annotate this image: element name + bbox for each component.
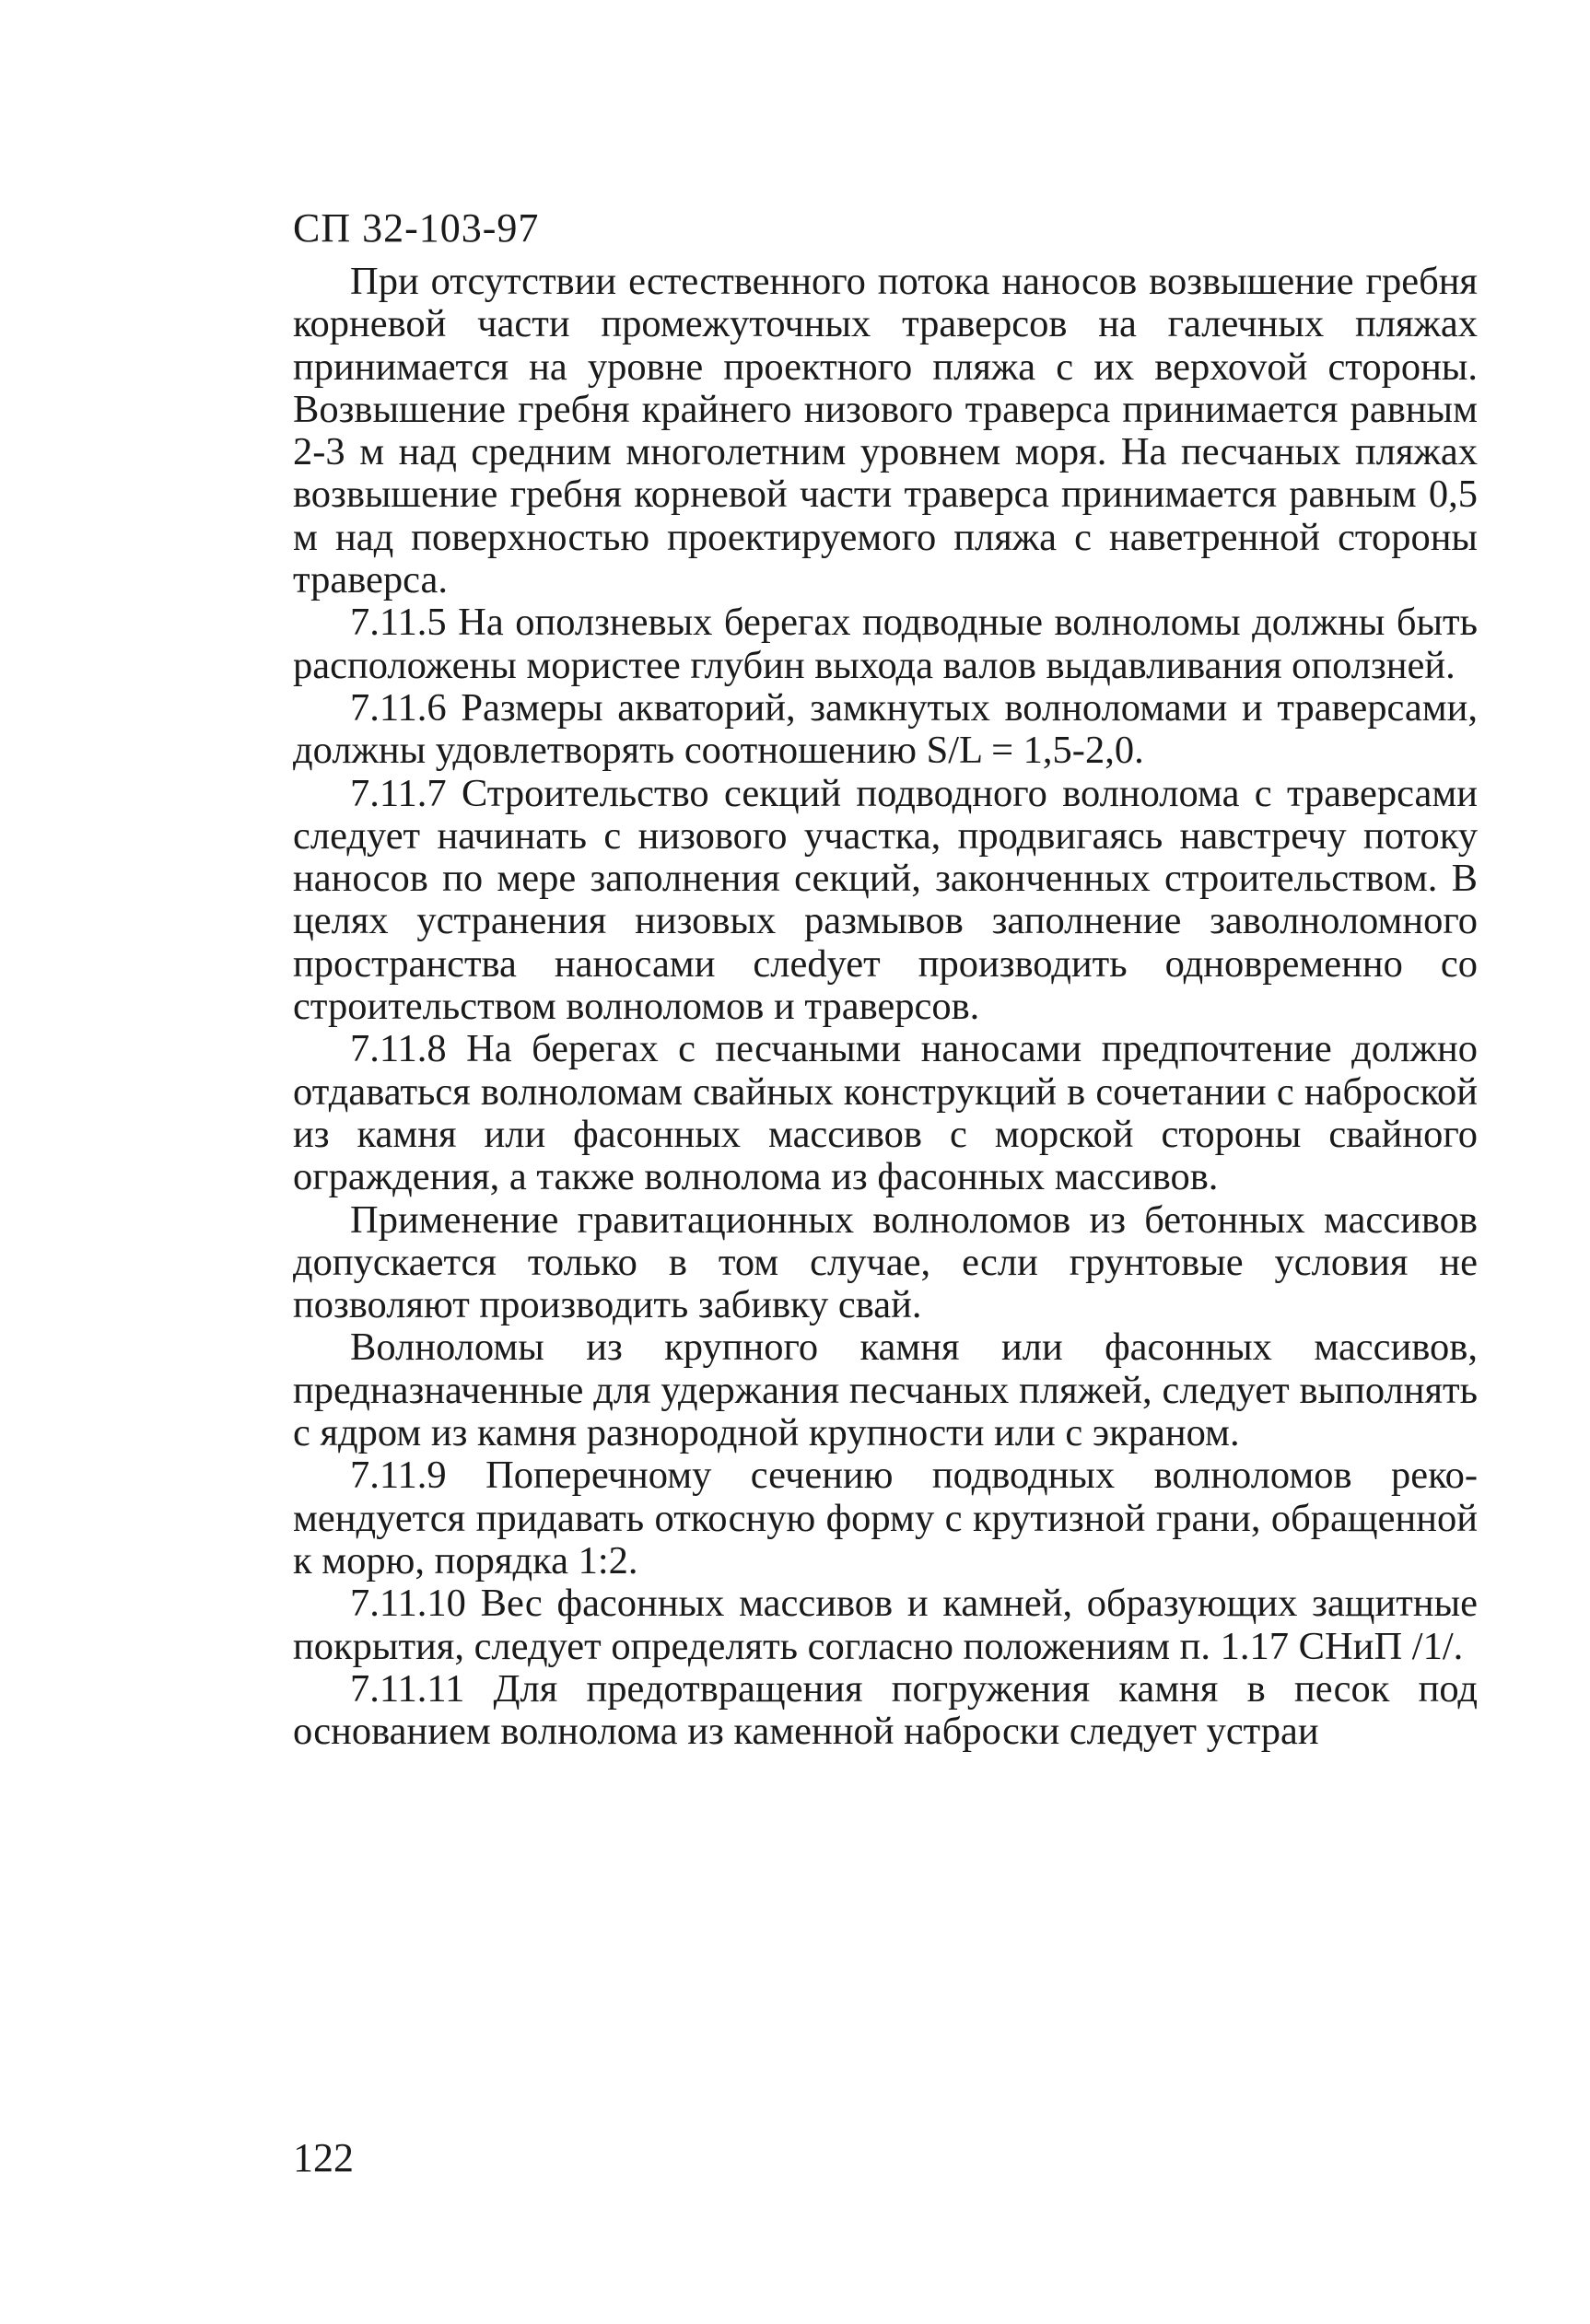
document-code: СП 32-103-97 <box>293 205 540 251</box>
paragraph-stone-breakwaters: Волноломы из крупного камня или фасонных массивов, предназначенные для удержания песчаных пляжей, следует выполнять с ядром из камня разнородной крупности или с экраном. <box>293 1325 1478 1455</box>
paragraph-7-11-7: 7.11.7 Строительство секций подводного волнолома с траверсами следует начинать с низового участка, продвигаясь навстречу потоку наносов по мере заполнения секций, законченных строительством. В целях устранения низовых размывов заполнение заволноломного пространства наносами слеdует производить одновременно со строительством волноломов и траверсов. <box>293 771 1478 1029</box>
paragraph-gravity-breakwaters: Применение гравитационных волноломов из бетонных массивов допускается только в том случае, если грунтовые условия не позволяют производить забивку свай. <box>293 1197 1478 1327</box>
paragraph-7-11-6: 7.11.6 Размеры акваторий, замкнутых волноломами и траверсами, должны удовлетворять соотношению S/L = 1,5-2,0. <box>293 685 1478 773</box>
paragraph-7-11-10: 7.11.10 Вес фасонных массивов и камней, образующих защитные покрытия, следует определять согласно положениям п. 1.17 СНиП /1/. <box>293 1582 1478 1668</box>
page-number: 122 <box>293 2135 354 2180</box>
paragraph-7-11-8: 7.11.8 На берегах с песчаными наносами предпочтение должно отдаваться волноломам свайных конструкций в сочетании с наброской из камня или фасонных массивов с морской стороны свайного ограждения, а также волнолома из фасонных массивов. <box>293 1027 1478 1199</box>
paragraph-7-11-9: 7.11.9 Поперечному сечению подводных волноломов рекомендуется придавать откосную форму с крутизной грани, обращенной к морю, порядка 1:2. <box>293 1454 1478 1582</box>
body-text <box>293 261 1478 1753</box>
paragraph-7-11-11: 7.11.11 Для предотвращения погружения камня в песок под основанием волнолома из каменной наброски следует устраи <box>293 1666 1478 1754</box>
paragraph-7-11-5: 7.11.5 На оползневых берегах подводные волноломы должны быть расположены мористее глубин выхода валов выдавливания оползней. <box>293 601 1478 687</box>
paragraph-gravel-traverse-crest: При отсутствии естественного потока наносов возвышение гребня корневой части промежуточных траверсов на галечных пляжах принимается на уровне проектного пляжа с их верхоvой стороны. Возвышение гребня крайнего низового траверса принимается равным 2-3 м над средним многолетним уровнем моря. На песчаных пляжах возвышение гребня корневой части траверса принимается равным 0,5 м над поверхностью проектируемого пляжа с наветренной стороны траверса. <box>293 260 1478 602</box>
